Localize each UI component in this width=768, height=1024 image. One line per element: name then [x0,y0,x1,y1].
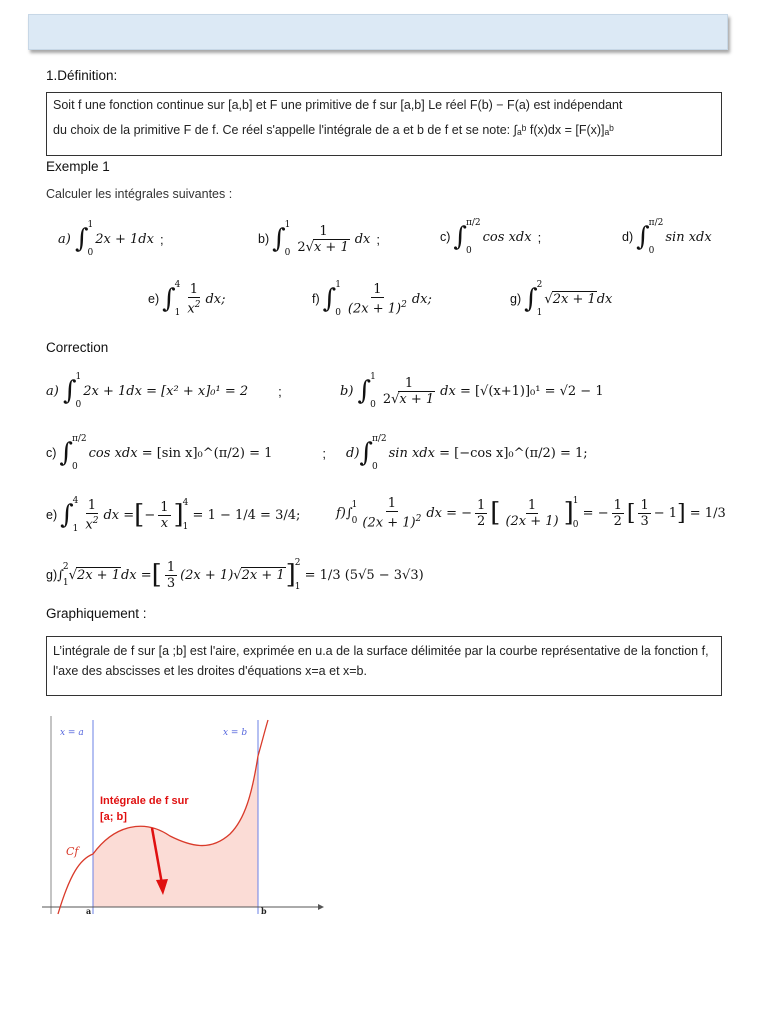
graphic-title: Graphiquement : [46,606,147,621]
label-xb: x = b [223,728,248,738]
exercise-g-label: g) [510,292,522,306]
correction-d: d) ∫ π/2 0 sin xdx = [−cos x]₀^(π/2) = 1; [346,434,588,472]
exercise-a: a) ∫ 1 0 2x + 1dx ; [58,220,164,258]
label-a: a [86,906,92,916]
label-cf: Cf [66,845,79,858]
correction-f: f)∫ 1 0 $\frac{1}{(2x + 1)^2}$ dx = − $\frac{1}{2}$ [ $\frac{1}{(2x + 1)}$ ] 1 0 = − $\frac{1}{2}$ [ $\frac{1}{3}$ − 1 ] = 1/3 [336,496,726,531]
correction-e: e) ∫ 4 1 $\frac{1}{x^2}$ dx = [ − $\frac{1}{x}$ ] 4 1 = 1 − 1/4 = 3/4; [46,496,301,534]
label-xa: x = a [60,728,84,738]
definition-box [46,92,722,156]
exercise-d: d) ∫ π/2 0 sin xdx [622,218,712,256]
correction-b: b) ∫ 1 0 $\frac{1}{2√x + 1}$ dx = [√(x+1)]₀¹ = √2 − 1 [340,372,604,410]
correction-c-result: = [sin x]₀^(π/2) = 1 [141,445,273,461]
exercise-g: g) ∫ 2 1 √2x + 1 dx [510,280,613,318]
correction-g-result: = 1/3 (5√5 − 3√3) [304,567,424,583]
correction-f-result: = 1/3 [689,505,726,521]
exercise-b: b) ∫ 1 0 $\frac{1}{2√x + 1}$ dx ; [258,220,381,258]
correction-a-result: = [x² + x]₀¹ = 2 [146,383,249,399]
exercise-c: c) ∫ π/2 0 cos xdx ; [440,218,542,256]
correction-c: c) ∫ π/2 0 cos xdx = [sin x]₀^(π/2) = 1 ; [46,434,327,472]
exercise-a-label: a) [58,231,71,247]
correction-title: Correction [46,340,109,355]
exercise-b-label: b) [258,232,270,246]
correction-b-result: = [√(x+1)]₀¹ = √2 − 1 [459,383,604,399]
correction-d-result: = [−cos x]₀^(π/2) = 1; [439,445,588,461]
section-title: 1.Définition: [46,68,118,83]
x-axis-arrow [318,904,324,910]
exercise-f: f) ∫ 1 0 $\frac{1}{(2x + 1)^2}$ dx; [312,280,432,318]
graphic-box [46,636,722,696]
label-b: b [261,906,267,916]
annotation-line-2: [a; b] [100,811,127,823]
example-title: Exemple 1 [46,159,110,174]
correction-e-result: = 1 − 1/4 = 3/4; [192,507,301,523]
exercise-c-label: c) [440,230,451,244]
definition-line-1: Soit f une fonction continue sur [a,b] et F une primitive de f sur [a,b] Le réel F(b) − F(a) est indépendant [53,98,623,112]
exercise-d-label: d) [622,230,634,244]
example-instruction: Calculer les intégrales suivantes : [46,187,233,201]
correction-g: g) ∫ 2 1 √2x + 1 dx = [ $\frac{1}{3}$ (2x + 1) √ 2x + 1 ] 2 1 = 1/3 (5√5 − 3√3) [46,558,424,592]
header-banner [28,14,728,50]
definition-line-2: du choix de la primitive F de f. Ce réel s'appelle l'intégrale de a et b de f et se note: ∫ₐᵇ f(x)dx = [F(x)]ₐᵇ [53,123,614,137]
graphic-text: L’intégrale de f sur [a ;b] est l'aire, exprimée en u.a de la surface délimitée par la courbe représentative de la fonction f, l'axe des abscisses et les droites d'équations x=a et x=b. [53,644,709,678]
exercise-e-label: e) [148,292,160,306]
integral-graph [40,714,324,924]
annotation-line-1: Intégrale de f sur [100,795,189,807]
exercise-e: e) ∫ 4 1 $\frac{1}{x^2}$ dx; [148,280,226,318]
correction-a: a) ∫ 1 0 2x + 1dx = [x² + x]₀¹ = 2 ; [46,372,282,410]
exercise-f-label: f) [312,292,320,306]
